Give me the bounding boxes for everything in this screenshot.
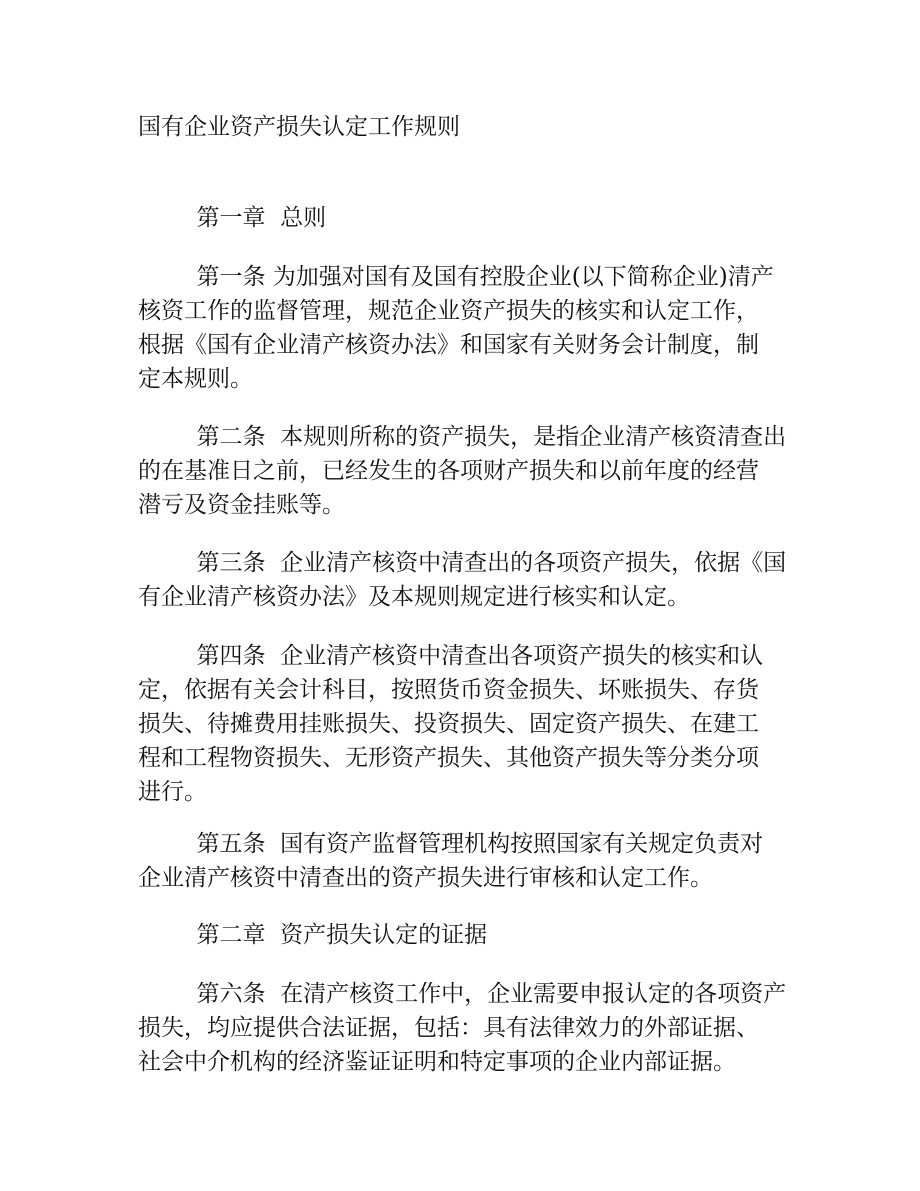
article-6: 第六条 在清产核资工作中，企业需要申报认定的各项资产 损失，均应提供合法证据，包括：具有法律效力的外部证据、 社会中介机构的经济鉴证证明和特定事项的企业内部证据。 (138, 981, 787, 1075)
article-3: 第三条 企业清产核资中清查出的各项资产损失，依据《国 有企业清产核资办法》及本规则规定进行核实和认定。 (138, 550, 787, 610)
article-1: 第一条 为加强对国有及国有控股企业(以下简称企业)清产 核资工作的监督管理，规范企业资产损失的核实和认定工作， 根据《国有企业清产核资办法》和国家有关财务会计制度，制 定本规则。 (138, 264, 774, 392)
article-2: 第二条 本规则所称的资产损失，是指企业清产核资清查出 的在基准日之前，已经发生的各项财产损失和以前年度的经营 潜亏及资金挂账等。 (138, 424, 787, 518)
article-4: 第四条 企业清产核资中清查出各项资产损失的核实和认 定，依据有关会计科目，按照货币资金损失、坏账损失、存货 损失、待摊费用挂账损失、投资损失、固定资产损失、在建工 程和工程物资损失、无形资产损失、其他资产损失等分类分项 进行。 (138, 643, 764, 805)
article-5: 第五条 国有资产监督管理机构按照国家有关规定负责对 企业清产核资中清查出的资产损失进行审核和认定工作。 (138, 831, 764, 891)
chapter-1-heading: 第一章 总则 (138, 205, 327, 231)
chapter-2-heading: 第二章 资产损失认定的证据 (138, 922, 488, 948)
document-title: 国有企业资产损失认定工作规则 (138, 114, 460, 140)
